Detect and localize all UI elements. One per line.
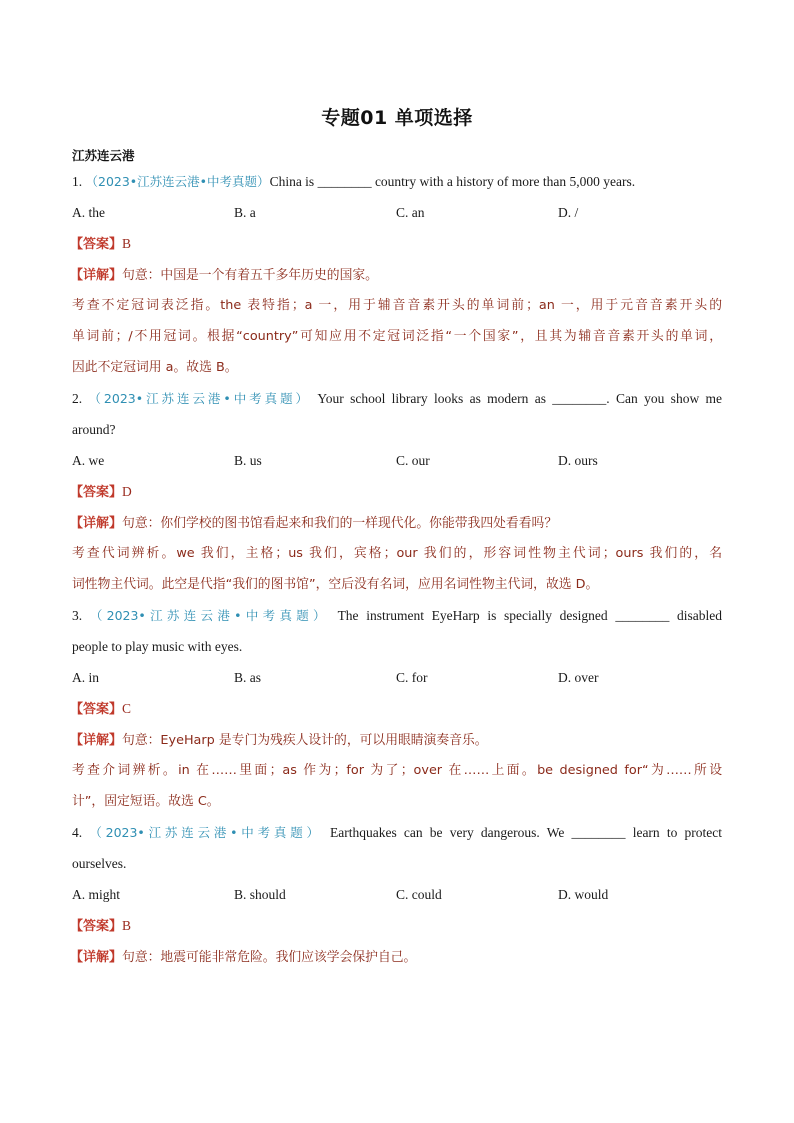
answer-value: C bbox=[122, 701, 132, 716]
question-text: Earthquakes can be very dangerous. We ________ learn to protect bbox=[330, 825, 722, 840]
answer-label: 【答案】 bbox=[70, 702, 123, 717]
explanation-label: 【详解】 bbox=[70, 516, 123, 531]
option-c: C. for bbox=[396, 670, 428, 685]
explanation-label: 【详解】 bbox=[70, 950, 123, 965]
question-2-answer bbox=[72, 476, 722, 507]
answer-value: B bbox=[122, 918, 132, 933]
answer-value: D bbox=[122, 484, 132, 499]
answer-label: 【答案】 bbox=[70, 919, 123, 934]
question-1-stem bbox=[72, 166, 722, 197]
option-d: D. would bbox=[558, 887, 609, 902]
question-text: China is ________ country with a history of more than 5,000 years. bbox=[269, 174, 636, 189]
option-c: C. our bbox=[396, 453, 430, 468]
answer-label: 【答案】 bbox=[70, 237, 123, 252]
question-2-explanation-3: 词性物主代词。此空是代指“我们的图书馆”，空后没有名词，应用名词性物主代词，故选 D。 bbox=[72, 577, 599, 592]
page-title: 专题01 单项选择 bbox=[321, 107, 473, 129]
question-1-explanation-2: 考查不定冠词表泛指。the 表特指；a 一，用于辅音音素开头的单词前；an 一，用于元音音素开头的 bbox=[72, 298, 722, 313]
question-2-stem bbox=[72, 383, 722, 414]
option-b: B. us bbox=[234, 453, 262, 468]
question-2-stem-cont: around? bbox=[72, 422, 116, 437]
question-4-answer bbox=[72, 910, 722, 941]
answer-value: B bbox=[122, 236, 132, 251]
question-source: （2023•江苏连云港•中考真题） bbox=[85, 174, 270, 189]
option-c: C. an bbox=[396, 205, 425, 220]
question-2-explanation-1 bbox=[72, 507, 722, 538]
question-number: 3. bbox=[72, 608, 83, 623]
question-4-options bbox=[72, 879, 722, 910]
option-b: B. as bbox=[234, 670, 261, 685]
question-2-options bbox=[72, 445, 722, 476]
question-text: The instrument EyeHarp is specially designed ________ disabled bbox=[337, 608, 722, 623]
question-4-stem-cont: ourselves. bbox=[72, 856, 127, 871]
question-source: （2023•江苏连云港•中考真题） bbox=[89, 608, 330, 623]
question-1-explanation-1 bbox=[72, 259, 722, 290]
question-1-explanation-3: 单词前；/不用冠词。根据“country”可知应用不定冠词泛指“一个国家”，且其为辅音音素开头的单词， bbox=[72, 329, 722, 344]
question-3-answer bbox=[72, 693, 722, 724]
question-text: Your school library looks as modern as ________. Can you show me bbox=[317, 391, 722, 406]
option-a: A. in bbox=[72, 670, 99, 685]
question-3-stem-cont: people to play music with eyes. bbox=[72, 639, 243, 654]
explanation-text: 句意：EyeHarp 是专门为残疾人设计的，可以用眼睛演奏音乐。 bbox=[122, 733, 488, 748]
option-a: A. we bbox=[72, 453, 105, 468]
answer-label: 【答案】 bbox=[70, 485, 123, 500]
question-4-stem bbox=[72, 817, 722, 848]
question-source: （2023•江苏连云港•中考真题） bbox=[88, 391, 312, 406]
question-4-explanation-1 bbox=[72, 941, 722, 972]
explanation-label: 【详解】 bbox=[70, 733, 123, 748]
question-number: 1. bbox=[72, 174, 83, 189]
question-1-answer bbox=[72, 228, 722, 259]
option-d: D. ours bbox=[558, 453, 598, 468]
question-3-explanation-3: 计”，固定短语。故选 C。 bbox=[72, 794, 220, 809]
explanation-label: 【详解】 bbox=[70, 268, 123, 283]
option-b: B. should bbox=[234, 887, 286, 902]
question-number: 2. bbox=[72, 391, 83, 406]
question-source: （2023•江苏连云港•中考真题） bbox=[89, 825, 323, 840]
question-3-options bbox=[72, 662, 722, 693]
question-2-explanation-2: 考查代词辨析。we 我们，主格；us 我们，宾格；our 我们的，形容词性物主代词；ours 我们的，名 bbox=[72, 546, 722, 561]
option-c: C. could bbox=[396, 887, 442, 902]
question-list bbox=[72, 166, 722, 972]
option-a: A. the bbox=[72, 205, 105, 220]
section-heading: 江苏连云港 bbox=[72, 148, 135, 163]
question-3-explanation-1 bbox=[72, 724, 722, 755]
option-d: D. / bbox=[558, 205, 579, 220]
explanation-text: 句意：地震可能非常危险。我们应该学会保护自己。 bbox=[122, 950, 417, 965]
option-d: D. over bbox=[558, 670, 599, 685]
question-1-options bbox=[72, 197, 722, 228]
question-3-explanation-2: 考查介词辨析。in 在……里面；as 作为；for 为了；over 在……上面。be designed for“为……所设 bbox=[72, 763, 722, 778]
explanation-text: 句意：你们学校的图书馆看起来和我们的一样现代化。你能带我四处看看吗？ bbox=[122, 516, 558, 531]
option-b: B. a bbox=[234, 205, 256, 220]
question-3-stem bbox=[72, 600, 722, 631]
explanation-text: 句意：中国是一个有着五千多年历史的国家。 bbox=[122, 268, 378, 283]
question-1-explanation-4: 因此不定冠词用 a。故选 B。 bbox=[72, 360, 238, 375]
question-number: 4. bbox=[72, 825, 83, 840]
option-a: A. might bbox=[72, 887, 121, 902]
